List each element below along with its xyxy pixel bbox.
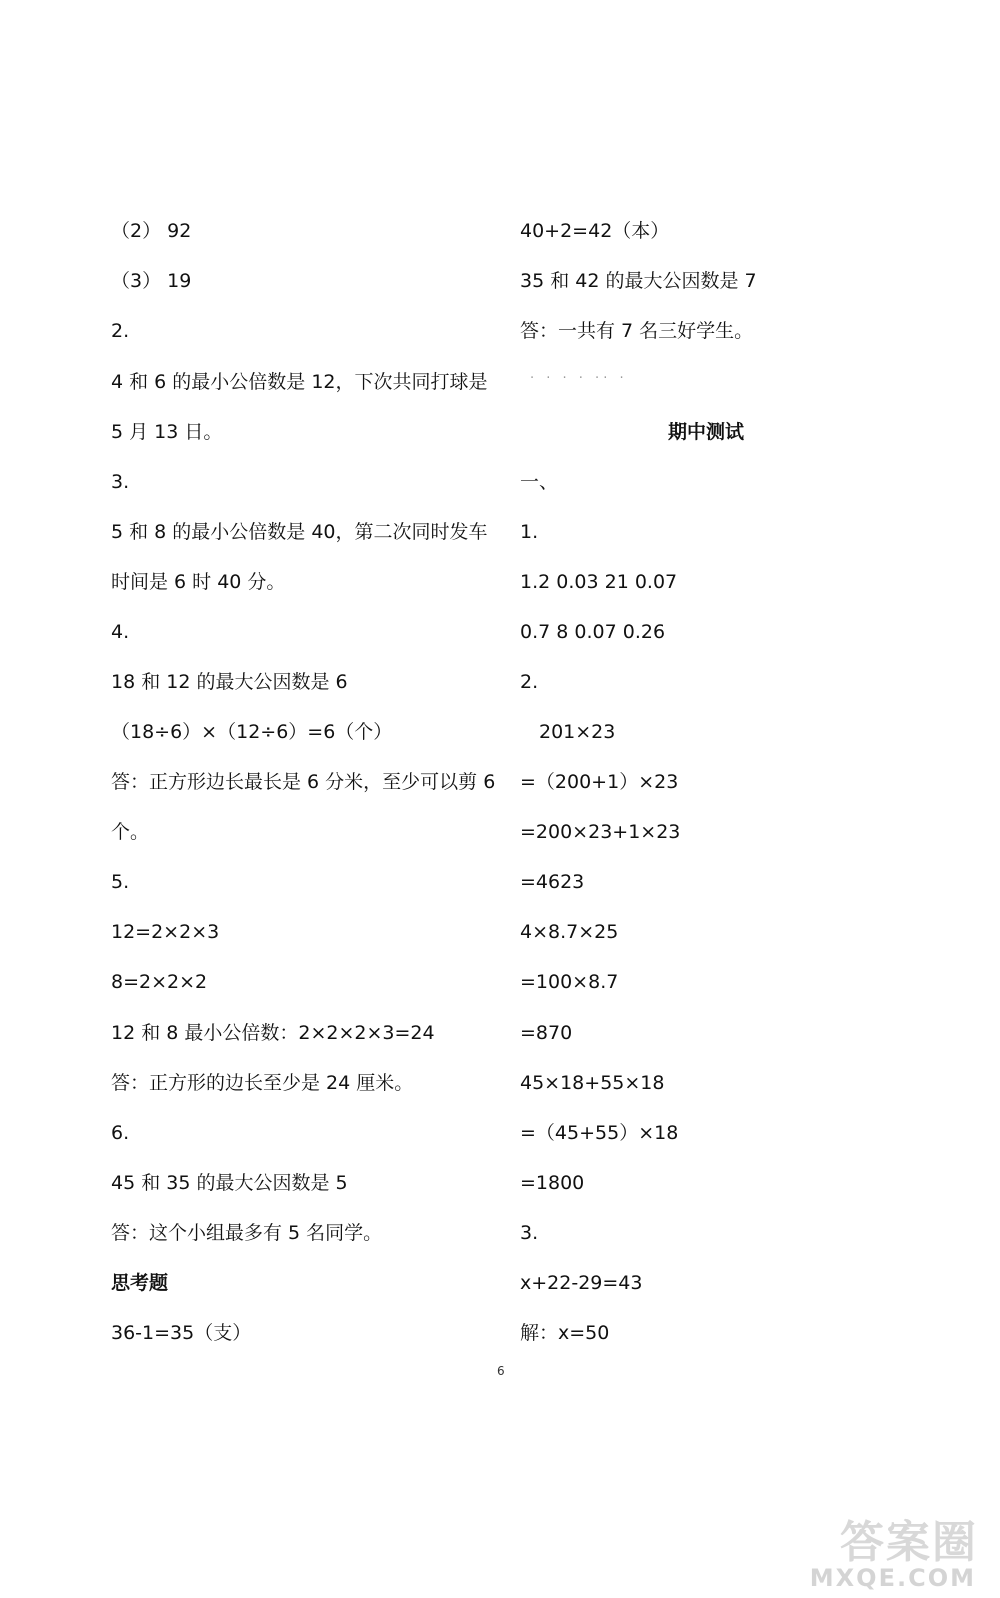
text-line: =1800 [520, 1172, 585, 1194]
question-number: 2. [111, 320, 130, 342]
text-line: （3） 19 [111, 270, 192, 292]
section-heading: 思考题 [111, 1272, 169, 1294]
text-line: =（200+1）×23 [520, 771, 679, 793]
text-line: =200×23+1×23 [520, 821, 681, 843]
watermark-url: MXQE.COM [809, 1564, 976, 1592]
text-line: 45×18+55×18 [520, 1072, 665, 1094]
text-line: 5 和 8 的最小公倍数是 40，第二次同时发车 [111, 521, 488, 543]
question-number: 1. [520, 521, 539, 543]
text-line: 4×8.7×25 [520, 921, 619, 943]
text-line: 解：x=50 [520, 1322, 610, 1344]
answer-line: 答：这个小组最多有 5 名同学。 [111, 1222, 383, 1244]
watermark-text: 答案圈 [840, 1517, 978, 1568]
text-line: 时间是 6 时 40 分。 [111, 571, 286, 593]
question-number: 3. [111, 471, 130, 493]
text-line: =4623 [520, 871, 585, 893]
answer-line: 答：正方形边长最长是 6 分米，至少可以剪 6 [111, 771, 496, 793]
question-number: 2. [520, 671, 539, 693]
text-line: 36-1=35（支） [111, 1322, 252, 1344]
text-line: 0.7 8 0.07 0.26 [520, 621, 666, 643]
text-line: 18 和 12 的最大公因数是 6 [111, 671, 348, 693]
text-line: 45 和 35 的最大公因数是 5 [111, 1172, 348, 1194]
text-line: 12 和 8 最小公倍数：2×2×2×3=24 [111, 1022, 435, 1044]
text-line: =870 [520, 1022, 573, 1044]
watermark-logo [778, 1506, 978, 1592]
page-number: 6 [497, 1364, 505, 1378]
part-label: 一、 [520, 471, 559, 493]
text-line: x+22-29=43 [520, 1272, 643, 1294]
text-line: 35 和 42 的最大公因数是 7 [520, 270, 757, 292]
question-number: 4. [111, 621, 130, 643]
text-line: =100×8.7 [520, 971, 619, 993]
text-line: （2） 92 [111, 220, 192, 242]
text-line: 12=2×2×3 [111, 921, 220, 943]
text-line: 201×23 [539, 721, 616, 743]
text-line: 40+2=42（本） [520, 220, 670, 242]
answer-line: 答：正方形的边长至少是 24 厘米。 [111, 1072, 414, 1094]
text-line: 4 和 6 的最小公倍数是 12，下次共同打球是 [111, 371, 488, 393]
question-number: 5. [111, 871, 130, 893]
question-number: 6. [111, 1122, 130, 1144]
text-line: =（45+55）×18 [520, 1122, 679, 1144]
text-line: 1.2 0.03 21 0.07 [520, 571, 678, 593]
text-line: 5 月 13 日。 [111, 421, 223, 443]
answer-line: 答：一共有 7 名三好学生。 [520, 320, 754, 342]
section-title: 期中测试 [668, 421, 745, 443]
answer-line: 个。 [111, 821, 150, 843]
faint-scan-marks: · · · · ·· · [530, 371, 628, 386]
question-number: 3. [520, 1222, 539, 1244]
text-line: 8=2×2×2 [111, 971, 208, 993]
text-line: （18÷6）×（12÷6）=6（个） [111, 721, 393, 743]
